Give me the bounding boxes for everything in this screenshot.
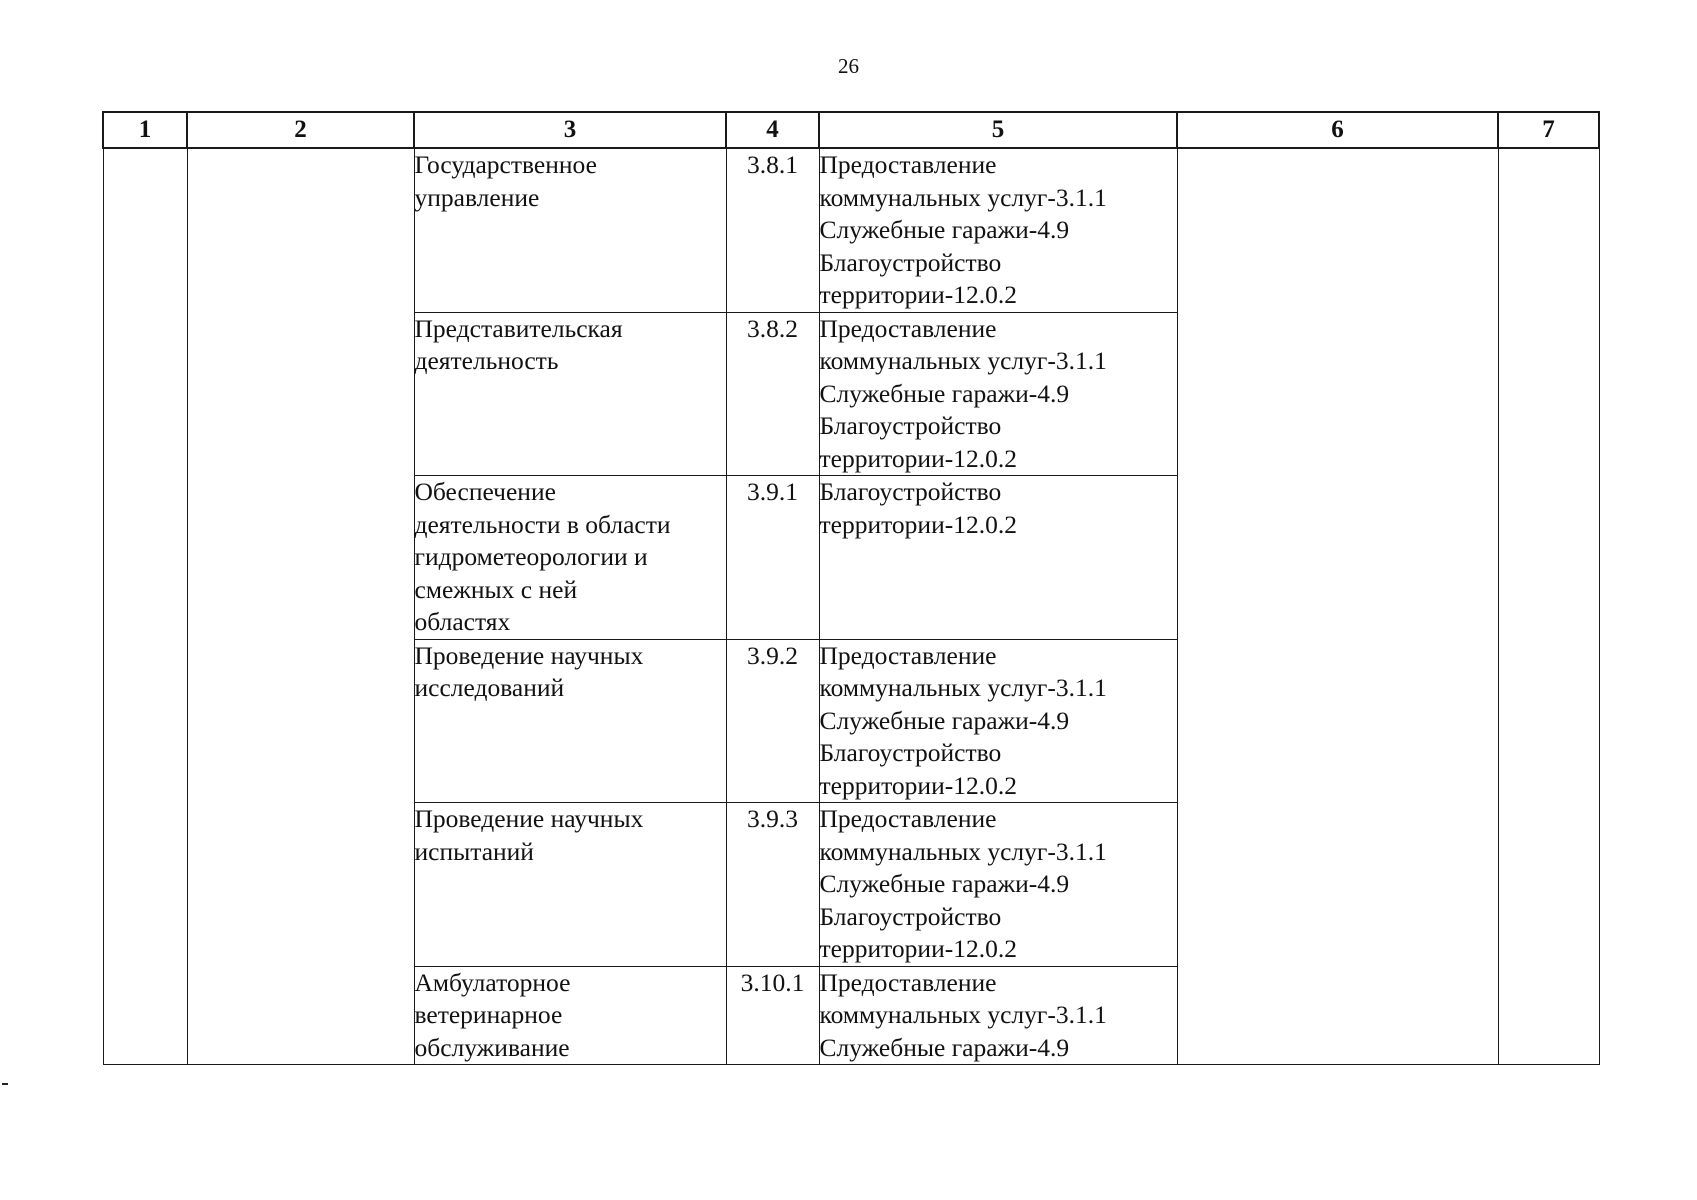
- table-row: [103, 148, 1599, 312]
- code-cell: 3.9.2: [726, 639, 819, 803]
- aux-use-line: Благоустройство: [819, 477, 1002, 506]
- aux-use-cell: [819, 803, 1177, 967]
- use-type-line: Обеспечение: [414, 477, 556, 506]
- aux-use-cell: [819, 639, 1177, 803]
- use-type-cell: [414, 639, 726, 803]
- cell-col-2: [187, 148, 414, 1065]
- use-type-line: Амбулаторное: [414, 967, 571, 997]
- header-row: [103, 112, 1599, 148]
- header-col-1: 1: [103, 112, 187, 148]
- aux-use-line: Благоустройство: [819, 247, 1002, 277]
- use-type-line: Представительская: [414, 313, 623, 343]
- aux-use-line: коммунальных услуг-3.1.1: [819, 1000, 1107, 1029]
- aux-use-line: Благоустройство: [819, 738, 1002, 767]
- code-cell: 3.9.3: [726, 803, 819, 967]
- aux-use-line: коммунальных услуг-3.1.1: [819, 346, 1107, 375]
- aux-use-line: территории-12.0.2: [819, 934, 1017, 963]
- use-type-cell: [414, 148, 726, 312]
- header-col-7: 7: [1498, 112, 1599, 148]
- aux-use-line: территории-12.0.2: [819, 443, 1017, 473]
- aux-use-line: Предоставление: [819, 150, 997, 179]
- aux-use-line: Предоставление: [819, 967, 997, 997]
- aux-use-line: коммунальных услуг-3.1.1: [819, 673, 1107, 702]
- aux-use-line: Служебные гаражи-4.9: [819, 378, 1070, 408]
- aux-use-line: Предоставление: [819, 640, 997, 670]
- header-col-3: 3: [414, 112, 726, 148]
- cell-col-6: [1177, 148, 1498, 1065]
- header-col-4: 4: [726, 112, 819, 148]
- land-use-table: [102, 111, 1600, 1065]
- use-type-line: испытаний: [414, 836, 534, 866]
- use-type-line: Проведение научных: [414, 640, 644, 670]
- code-cell: 3.8.2: [726, 312, 819, 476]
- aux-use-line: территории-12.0.2: [819, 280, 1017, 309]
- aux-use-line: Служебные гаражи-4.9: [819, 705, 1070, 735]
- aux-use-line: Служебные гаражи-4.9: [819, 1032, 1070, 1062]
- aux-use-line: Предоставление: [819, 313, 997, 343]
- use-type-line: Государственное: [414, 150, 597, 179]
- use-type-cell: [414, 476, 726, 640]
- code-cell: 3.9.1: [726, 476, 819, 640]
- use-type-cell: [414, 312, 726, 476]
- aux-use-cell: [819, 966, 1177, 1065]
- aux-use-cell: [819, 148, 1177, 312]
- use-type-cell: [414, 803, 726, 967]
- aux-use-line: территории-12.0.2: [819, 509, 1017, 539]
- use-type-line: Проведение научных: [414, 804, 644, 833]
- header-col-2: 2: [187, 112, 414, 148]
- cell-col-7: [1498, 148, 1599, 1065]
- use-type-line: областях: [414, 607, 511, 636]
- aux-use-cell: [819, 476, 1177, 640]
- code-cell: 3.8.1: [726, 148, 819, 312]
- use-type-line: ветеринарное: [414, 1000, 563, 1029]
- code-cell: 3.10.1: [726, 966, 819, 1065]
- aux-use-line: Благоустройство: [819, 901, 1002, 931]
- aux-use-line: территории-12.0.2: [819, 770, 1017, 800]
- use-type-line: деятельность: [414, 346, 559, 375]
- use-type-line: смежных с ней: [414, 574, 578, 604]
- page-number: 26: [838, 54, 859, 78]
- aux-use-line: Служебные гаражи-4.9: [819, 215, 1070, 244]
- use-type-line: управление: [414, 182, 540, 212]
- use-type-line: деятельности в области: [414, 509, 671, 539]
- aux-use-line: Благоустройство: [819, 411, 1002, 440]
- cell-col-1: [103, 148, 187, 1065]
- header-col-6: 6: [1177, 112, 1498, 148]
- use-type-line: обслуживание: [414, 1032, 570, 1062]
- aux-use-line: Служебные гаражи-4.9: [819, 869, 1070, 898]
- aux-use-line: Предоставление: [819, 804, 997, 833]
- aux-use-line: коммунальных услуг-3.1.1: [819, 182, 1107, 212]
- aux-use-cell: [819, 312, 1177, 476]
- use-type-cell: [414, 966, 726, 1065]
- scan-mark: [2, 1083, 8, 1085]
- use-type-line: гидрометеорологии и: [414, 542, 648, 571]
- use-type-line: исследований: [414, 673, 565, 702]
- header-col-5: 5: [819, 112, 1177, 148]
- aux-use-line: коммунальных услуг-3.1.1: [819, 836, 1107, 866]
